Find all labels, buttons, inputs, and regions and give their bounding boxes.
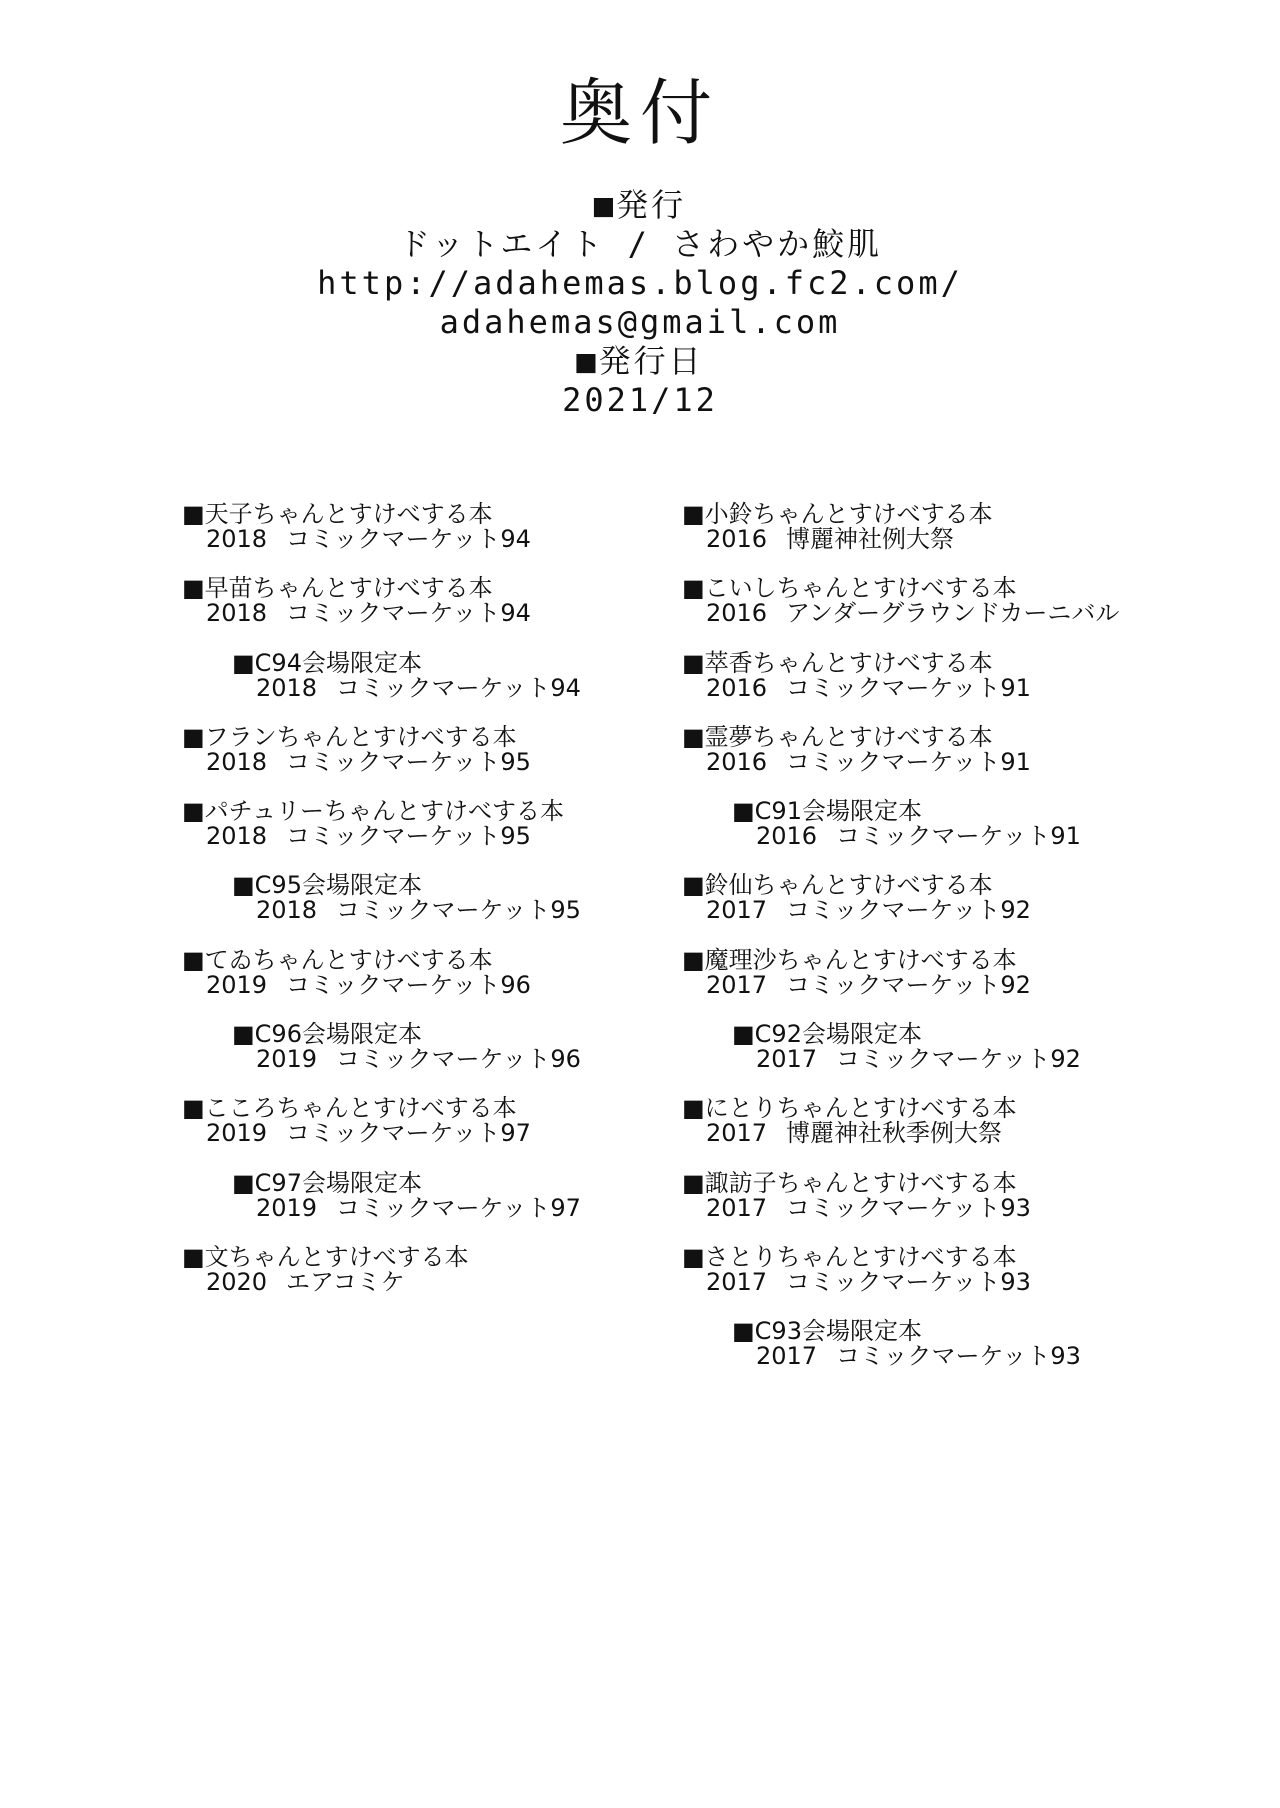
work-release xyxy=(182,527,742,552)
works-list-left xyxy=(182,502,742,1319)
release-year: 2018 xyxy=(206,525,268,553)
list-item xyxy=(682,722,1242,799)
work-title: ■萃香ちゃんとすけべする本 xyxy=(682,648,993,677)
work-release xyxy=(232,1047,742,1072)
list-item xyxy=(182,1022,742,1096)
work-title: ■こころちゃんとすけべする本 xyxy=(182,1094,517,1123)
release-year: 2018 xyxy=(256,896,318,925)
release-event: コミックマーケット95 xyxy=(286,747,531,776)
work-title: ■鈴仙ちゃんとすけべする本 xyxy=(682,871,993,900)
work-title: ■さとりちゃんとすけべする本 xyxy=(682,1242,1017,1271)
work-release xyxy=(682,970,1242,999)
release-event: コミックマーケット91 xyxy=(786,747,1031,776)
release-event: コミックマーケット94 xyxy=(286,525,531,553)
work-release xyxy=(182,747,742,776)
release-event: コミックマーケット97 xyxy=(336,1193,581,1222)
work-title: ■C94会場限定本 xyxy=(232,648,422,677)
release-year: 2017 xyxy=(756,1342,818,1371)
release-year: 2016 xyxy=(706,673,768,702)
work-release xyxy=(232,1193,742,1222)
release-event: アンダーグラウンドカーニバル xyxy=(786,599,1120,628)
list-item xyxy=(682,873,1242,947)
work-title: ■こいしちゃんとすけべする本 xyxy=(682,574,1017,603)
release-event: コミックマーケット91 xyxy=(786,673,1031,702)
list-item xyxy=(182,873,742,947)
work-release xyxy=(182,601,742,626)
work-release xyxy=(732,824,1242,849)
list-item xyxy=(182,799,742,873)
release-year: 2019 xyxy=(256,1045,318,1074)
release-event: コミックマーケット94 xyxy=(336,673,581,702)
release-event: コミックマーケット92 xyxy=(786,896,1031,925)
work-title: ■C96会場限定本 xyxy=(232,1020,422,1049)
list-item xyxy=(682,648,1242,725)
publish-date: 2021/12 xyxy=(562,381,718,419)
list-item xyxy=(182,1168,742,1245)
release-event: コミックマーケット93 xyxy=(786,1267,1031,1296)
work-release xyxy=(682,1121,1242,1146)
list-item xyxy=(682,1096,1242,1170)
work-title: ■C91会場限定本 xyxy=(732,797,922,826)
work-title: ■C97会場限定本 xyxy=(232,1168,422,1197)
release-year: 2019 xyxy=(206,1119,268,1148)
work-release xyxy=(182,1121,742,1146)
work-release xyxy=(182,824,742,849)
work-title: ■早苗ちゃんとすけべする本 xyxy=(182,574,493,603)
release-year: 2017 xyxy=(706,1267,768,1296)
work-release xyxy=(682,601,1242,626)
list-item xyxy=(682,1319,1242,1393)
release-year: 2017 xyxy=(706,970,768,999)
release-year: 2016 xyxy=(706,599,768,628)
circle-name: ドットエイト / さわやか鮫肌 xyxy=(397,225,883,263)
release-event: コミックマーケット91 xyxy=(836,822,1081,851)
work-release xyxy=(232,898,742,923)
work-title: ■魔理沙ちゃんとすけべする本 xyxy=(682,945,1017,974)
work-title: ■諏訪子ちゃんとすけべする本 xyxy=(682,1168,1017,1197)
release-event: 博麗神社例大祭 xyxy=(786,525,954,553)
release-event: コミックマーケット92 xyxy=(786,970,1031,999)
work-release xyxy=(732,1047,1242,1072)
work-title: ■天子ちゃんとすけべする本 xyxy=(182,500,493,528)
release-event: コミックマーケット97 xyxy=(286,1119,531,1148)
release-year: 2017 xyxy=(706,896,768,925)
release-event: コミックマーケット95 xyxy=(286,822,531,851)
list-item xyxy=(182,576,742,650)
release-year: 2018 xyxy=(206,747,268,776)
release-event: コミックマーケット96 xyxy=(336,1045,581,1074)
list-item xyxy=(182,1096,742,1170)
release-event: コミックマーケット92 xyxy=(836,1045,1081,1074)
release-year: 2016 xyxy=(756,822,818,851)
work-title: ■フランちゃんとすけべする本 xyxy=(182,722,517,751)
work-release xyxy=(182,1267,742,1296)
release-event: コミックマーケット95 xyxy=(336,896,581,925)
page-title: 奥付 xyxy=(559,71,720,155)
work-release xyxy=(682,898,1242,923)
release-year: 2019 xyxy=(206,970,268,999)
list-item xyxy=(682,576,1242,650)
work-title: ■霊夢ちゃんとすけべする本 xyxy=(682,722,993,751)
work-release xyxy=(682,1267,1242,1296)
work-title: ■小鈴ちゃんとすけべする本 xyxy=(682,500,993,528)
list-item xyxy=(682,1022,1242,1096)
publisher-heading: ■発行 xyxy=(593,186,687,224)
work-title: ■文ちゃんとすけべする本 xyxy=(182,1242,469,1271)
list-item xyxy=(182,945,742,1022)
release-year: 2016 xyxy=(706,525,768,553)
release-event: コミックマーケット93 xyxy=(836,1342,1081,1371)
website-url: http://adahemas.blog.fc2.com/ xyxy=(317,264,963,302)
work-title: ■C92会場限定本 xyxy=(732,1020,922,1049)
work-release xyxy=(182,970,742,999)
date-heading: ■発行日 xyxy=(576,342,704,380)
list-item xyxy=(682,1242,1242,1319)
release-event: コミックマーケット94 xyxy=(286,599,531,628)
list-item xyxy=(182,648,742,725)
release-event: 博麗神社秋季例大祭 xyxy=(786,1119,1002,1148)
work-release xyxy=(682,673,1242,702)
release-event: コミックマーケット93 xyxy=(786,1193,1031,1222)
works-list-right xyxy=(682,502,1242,1394)
release-year: 2017 xyxy=(706,1193,768,1222)
list-item xyxy=(182,722,742,799)
work-title: ■C95会場限定本 xyxy=(232,871,422,900)
work-title: ■にとりちゃんとすけべする本 xyxy=(682,1094,1017,1123)
work-title: ■てゐちゃんとすけべする本 xyxy=(182,945,493,974)
work-title: ■C93会場限定本 xyxy=(732,1317,922,1346)
work-release xyxy=(232,673,742,702)
list-item xyxy=(182,502,742,576)
release-year: 2018 xyxy=(206,822,268,851)
work-release xyxy=(682,527,1242,552)
publisher-info xyxy=(0,186,1280,420)
work-title: ■パチュリーちゃんとすけべする本 xyxy=(182,797,564,826)
release-event: コミックマーケット96 xyxy=(286,970,531,999)
work-release xyxy=(682,1193,1242,1222)
release-year: 2020 xyxy=(206,1267,268,1296)
work-release xyxy=(682,747,1242,776)
release-year: 2018 xyxy=(256,673,318,702)
release-year: 2016 xyxy=(706,747,768,776)
email-address: adahemas@gmail.com xyxy=(439,303,841,341)
list-item xyxy=(682,1168,1242,1245)
list-item xyxy=(682,502,1242,576)
release-year: 2017 xyxy=(706,1119,768,1148)
release-event: エアコミケ xyxy=(286,1267,405,1296)
list-item xyxy=(182,1242,742,1319)
release-year: 2019 xyxy=(256,1193,318,1222)
list-item xyxy=(682,945,1242,1022)
work-release xyxy=(732,1344,1242,1369)
release-year: 2018 xyxy=(206,599,268,628)
list-item xyxy=(682,799,1242,873)
release-year: 2017 xyxy=(756,1045,818,1074)
